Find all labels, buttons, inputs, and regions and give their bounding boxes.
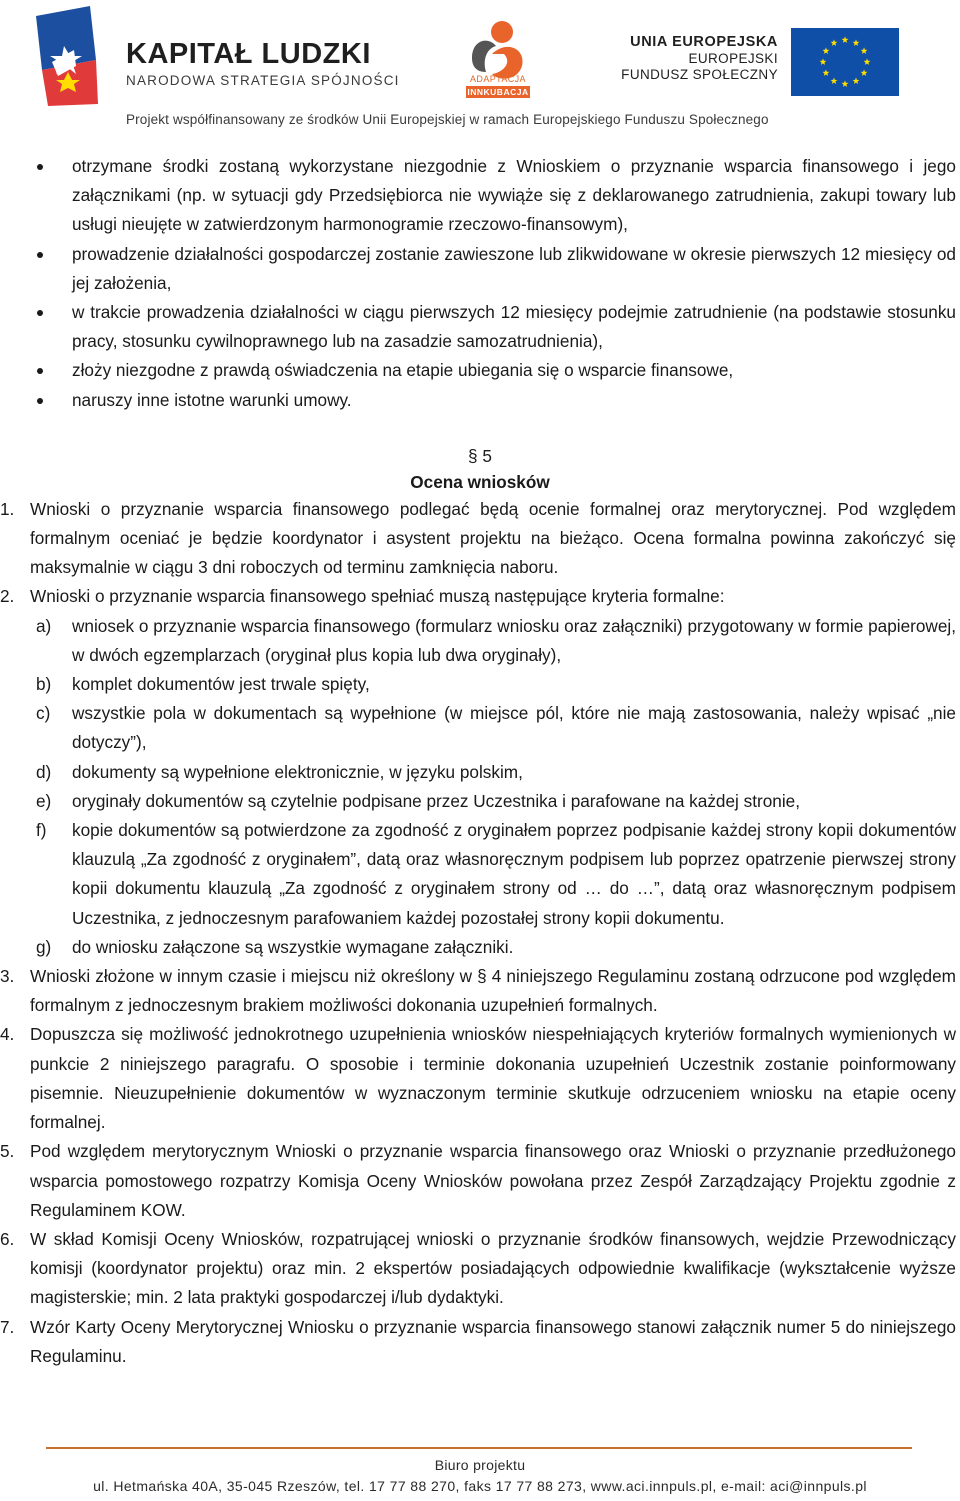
kapital-ludzki-title: KAPITAŁ LUDZKI bbox=[126, 38, 371, 70]
item-number: 2. bbox=[0, 586, 15, 607]
criteria-item bbox=[0, 670, 956, 699]
eu-line-3: FUNDUSZ SPOŁECZNY bbox=[621, 67, 778, 82]
cofinancing-strap: Projekt współfinansowany ze środków Unii Europejskiej w ramach Europejskiego Funduszu Społecznego bbox=[126, 112, 769, 127]
eu-line-1: UNIA EUROPEJSKA bbox=[630, 34, 778, 50]
eu-line-2: EUROPEJSKI bbox=[688, 51, 778, 66]
bullet-icon bbox=[37, 164, 43, 170]
item-number: 7. bbox=[0, 1316, 15, 1337]
criteria-text: wszystkie pola w dokumentach są wypełnione (w miejsce pól, które nie mają zastosowania, należy wpisać „nie dotyczy”), bbox=[72, 703, 956, 753]
item-number: 3. bbox=[0, 966, 15, 987]
list-item bbox=[0, 152, 960, 240]
list-item bbox=[0, 356, 960, 385]
criteria-label: b) bbox=[36, 674, 52, 695]
criteria-label: d) bbox=[36, 761, 52, 782]
criteria-item bbox=[0, 699, 956, 757]
criteria-label: c) bbox=[36, 703, 51, 724]
formal-criteria-list bbox=[30, 612, 956, 962]
item-text: Dopuszcza się możliwość jednokrotnego uzupełnienia wniosków niespełniających kryteriów formalnych wymienionych w punkcie 2 niniejszego paragrafu. O sposobie i terminie dokonania uzupełnień Uczestnik zostanie poinformowany pisemnie. Nieuzupełnienie dokumentów w wyznaczonym terminie skutkuje odrzuceniem wniosku na etapie oceny formalnej. bbox=[30, 1024, 956, 1133]
document-body bbox=[0, 152, 960, 1371]
criteria-text: dokumenty są wypełnione elektronicznie, w języku polskim, bbox=[72, 761, 523, 782]
criteria-item bbox=[0, 787, 956, 816]
criteria-text: wniosek o przyznanie wsparcia finansowego (formularz wniosku oraz załączniki) przygotowany w formie papierowej, w dwóch egzemplarzach (oryginał plus kopia lub dwa oryginały), bbox=[72, 615, 956, 665]
item-text: W skład Komisji Oceny Wniosków, rozpatrującej wnioski o przyznanie środków finansowych, wejdzie Przewodniczący komisji (koordynator projektu) oraz min. 2 ekspertów posiadających odpowiednie kwalifikacje (wykształcenie wyższe magisterskie; min. 2 lata praktyki gospodarczej i/lub dydaktyki. bbox=[30, 1228, 956, 1308]
criteria-label: e) bbox=[36, 790, 52, 811]
item-text: Wnioski o przyznanie wsparcia finansowego podlegać będą ocenie formalnej oraz merytorycznej. Pod względem formalnym oceniać je będzie koordynator i asystent projektu na bieżąco. Ocena formalna powinna zakończyć się maksymalnie w ciągu 3 dni roboczych od terminu zamknięcia naboru. bbox=[30, 498, 956, 578]
list-item-text: prowadzenie działalności gospodarczej zostanie zawieszone lub zlikwidowane w okresie pierwszych 12 miesięcy od jej założenia, bbox=[72, 243, 956, 293]
list-item bbox=[0, 298, 960, 356]
list-item bbox=[0, 240, 960, 298]
numbered-item bbox=[0, 962, 960, 1020]
innkubacja-label: INNKUBACJA bbox=[467, 87, 529, 97]
termination-conditions-list bbox=[0, 152, 960, 415]
criteria-text: komplet dokumentów jest trwale spięty, bbox=[72, 674, 370, 695]
criteria-label: a) bbox=[36, 615, 52, 636]
section-heading bbox=[0, 443, 960, 495]
numbered-item bbox=[0, 582, 960, 962]
list-item bbox=[0, 386, 960, 415]
kapital-ludzki-wordmark bbox=[126, 38, 400, 90]
criteria-item bbox=[0, 612, 956, 670]
criteria-text: kopie dokumentów są potwierdzone za zgodność z oryginałem poprzez podpisanie każdej strony kopii dokumentów klauzulą „Za zgodność z oryginałem”, datą oraz własnoręcznym podpisem lub poprzez opatrzenie pierwszej strony kopii dokumentu klauzulą „Za zgodność z oryginałem strony od … do …”, datą oraz własnoręcznym podpisem Uczestnika, z jednoczesnym parafowaniem każdej pozostałej strony kopii dokumentu. bbox=[72, 820, 956, 928]
numbered-item bbox=[0, 1137, 960, 1225]
adaptacja-label: ADAPTACJA bbox=[470, 74, 526, 84]
list-item-text: złoży niezgodne z prawdą oświadczenia na etapie ubiegania się o wsparcie finansowe, bbox=[72, 360, 734, 381]
bullet-icon bbox=[37, 398, 43, 404]
section-title: Ocena wniosków bbox=[410, 471, 550, 492]
numbered-item bbox=[0, 495, 960, 583]
item-number: 5. bbox=[0, 1141, 15, 1162]
criteria-item bbox=[0, 816, 956, 933]
eu-wordmark bbox=[612, 34, 778, 83]
item-text: Wnioski złożone w innym czasie i miejscu niż określony w § 4 niniejszego Regulaminu zostaną odrzucone pod względem formalnym z jednoczesnym brakiem możliwości dokonania uzupełnień formalnych. bbox=[30, 966, 956, 1016]
bullet-icon bbox=[37, 368, 43, 374]
numbered-item bbox=[0, 1225, 960, 1313]
item-text: Wzór Karty Oceny Merytorycznej Wniosku o przyznanie wsparcia finansowego stanowi załącznik numer 5 do niniejszego Regulaminu. bbox=[30, 1316, 956, 1366]
section-number: § 5 bbox=[468, 445, 492, 466]
item-text: Wnioski o przyznanie wsparcia finansowego spełniać muszą następujące kryteria formalne: bbox=[30, 586, 725, 607]
page-header bbox=[0, 0, 960, 140]
item-number: 6. bbox=[0, 1228, 15, 1249]
evaluation-rules-list bbox=[0, 495, 960, 1371]
criteria-item bbox=[0, 933, 956, 962]
numbered-item bbox=[0, 1020, 960, 1137]
item-text: Pod względem merytorycznym Wnioski o przyznanie wsparcia finansowego oraz Wnioski o przyznanie przedłużonego wsparcia pomostowego rozpatrzy Komisja Oceny Wniosków powołana przez Zespół Zarządzający Projektu zgodnie z Regulaminem KOW. bbox=[30, 1141, 956, 1220]
numbered-item bbox=[0, 1313, 960, 1371]
footer-contact-details: ul. Hetmańska 40A, 35-045 Rzeszów, tel. 17 77 88 270, faks 17 77 88 273, www.aci.innpuls.pl, e-mail: aci@innpuls.pl bbox=[93, 1478, 867, 1494]
list-item-text: w trakcie prowadzenia działalności w ciągu pierwszych 12 miesięcy podejmie zatrudnienie (na podstawie stosunku pracy, stosunku cywilnoprawnego lub na zasadzie samozatrudnienia), bbox=[72, 302, 956, 352]
kapital-ludzki-subtitle: NARODOWA STRATEGIA SPÓJNOŚCI bbox=[126, 73, 400, 88]
eu-flag-icon bbox=[791, 28, 899, 96]
list-item-text: otrzymane środki zostaną wykorzystane niezgodnie z Wnioskiem o przyznanie wsparcia finansowego i jego załącznikami (np. w sytuacji gdy Przedsiębiorca nie wywiąże się z deklarowanego zatrudnienia, zakupi towary lub usługi nieujęte w zatwierdzonym harmonogramie rzeczowo-finansowym), bbox=[72, 156, 956, 235]
criteria-text: oryginały dokumentów są czytelnie podpisane przez Uczestnika i parafowane na każdej stronie, bbox=[72, 790, 801, 811]
item-number: 4. bbox=[0, 1024, 15, 1045]
item-number: 1. bbox=[0, 498, 15, 519]
list-item-text: naruszy inne istotne warunki umowy. bbox=[72, 389, 352, 410]
bullet-icon bbox=[37, 252, 43, 258]
bullet-icon bbox=[37, 310, 43, 316]
footer-divider bbox=[46, 1447, 912, 1449]
kapital-ludzki-logo bbox=[28, 4, 118, 108]
criteria-label: f) bbox=[36, 820, 47, 841]
criteria-text: do wniosku załączone są wszystkie wymagane załączniki. bbox=[72, 936, 514, 957]
footer-office-label: Biuro projektu bbox=[434, 1457, 526, 1473]
criteria-label: g) bbox=[36, 936, 52, 957]
criteria-item bbox=[0, 758, 956, 787]
